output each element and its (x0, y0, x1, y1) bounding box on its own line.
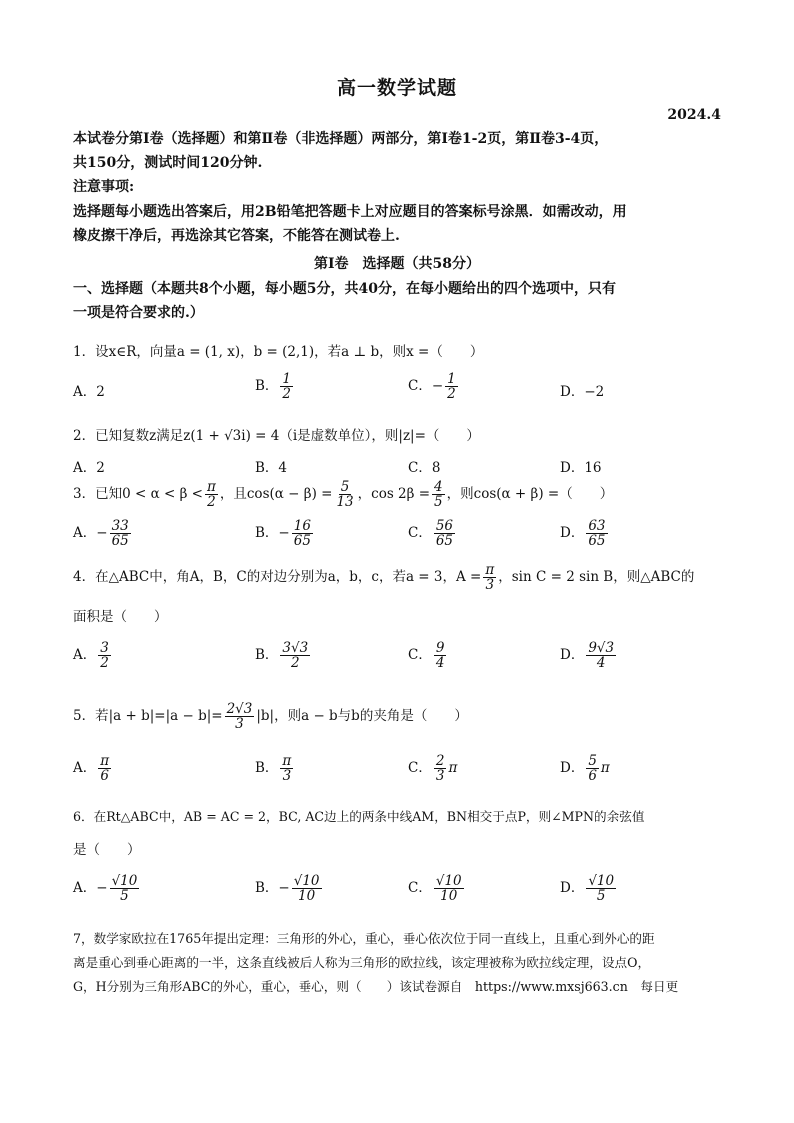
section-desc-2: 一项是符合要求的.） (73, 305, 204, 321)
q1-option-d: D．−2 (560, 384, 605, 400)
q1-option-b: B． $\frac{1}{2}$ (255, 371, 292, 403)
q5-option-c: C． $\frac{2}{3}$ π (408, 753, 458, 785)
intro-line-2: 共150分，测试时间120分钟. (73, 155, 263, 171)
q3-option-c: C． $\frac{56}{65}$ (408, 518, 454, 550)
q6-option-c: C． $\frac{√10}{10}$ (408, 873, 462, 905)
q5-option-b: B． $\frac{\pi}{3}$ (255, 753, 292, 785)
q2-option-d: D．16 (560, 460, 602, 476)
page-title: 高一数学试题 (336, 77, 457, 99)
q3-option-b: B．− $\frac{16}{65}$ (255, 518, 311, 550)
question-5-stem: 5．若|a + b|=|a − b|= $\frac{2√3}{3}$ |b|，则a − b与b的夹角是（ ） (73, 701, 468, 733)
question-3-stem: 3．已知0 < α < β < $\frac{\pi}{2}$ ，且cos(α − β) = $\frac{5}{13}$ ，cos 2β = $\frac{4}{5}$ ，则cos(α + β) =（ ） (73, 479, 614, 511)
q4-option-a: A． $\frac{3}{2}$ (73, 640, 109, 672)
q6-option-a: A．− $\frac{√10}{5}$ (73, 873, 138, 905)
question-4-stem: 4．在△ABC中，角A，B，C的对边分别为a，b，c，若a = 3，A = $\frac{\pi}{3}$ ，sin C = 2 sin B，则△ABC的 (73, 562, 695, 594)
q1-option-c: C．− $\frac{1}{2}$ (408, 371, 456, 403)
q4-option-c: C． $\frac{9}{4}$ (408, 640, 445, 672)
q2-option-b: B．4 (255, 460, 288, 476)
q1-option-a: A．2 (73, 384, 105, 400)
notice-line-1: 选择题每小题选出答案后，用2B铅笔把答题卡上对应题目的答案标号涂黑．如需改动，用 (73, 204, 627, 220)
q5-option-d: D． $\frac{5}{6}$ π (560, 753, 610, 785)
notice-label: 注意事项: (73, 179, 135, 195)
q6-option-b: B．− $\frac{√10}{10}$ (255, 873, 320, 905)
q4-option-d: D． $\frac{9√3}{4}$ (560, 640, 615, 672)
q3-option-a: A．− $\frac{33}{65}$ (73, 518, 129, 550)
question-7-line-3: G，H分别为三角形ABC的外心，重心，垂心，则（ ）该试卷源自 https://www.mxsj663.cn 每日更 (73, 979, 679, 994)
question-2-stem: 2．已知复数z满足z(1 + √3i) = 4（i是虚数单位），则|z|=（ ） (73, 428, 480, 444)
q3-option-d: D． $\frac{63}{65}$ (560, 518, 606, 550)
q2-option-a: A．2 (73, 460, 105, 476)
question-6-stem: 6．在Rt△ABC中，AB = AC = 2，BC, AC边上的两条中线AM，BN相交于点P，则∠MPN的余弦值 (73, 809, 645, 824)
question-6-stem-line-2: 是（ ） (73, 842, 141, 858)
notice-line-2: 橡皮擦干净后，再选涂其它答案，不能答在测试卷上. (73, 228, 400, 244)
question-7-line-1: 7，数学家欧拉在1765年提出定理：三角形的外心，重心，垂心依次位于同一直线上，且重心到外心的距 (73, 931, 655, 946)
q2-option-c: C．8 (408, 460, 441, 476)
question-4-stem-line-2: 面积是（ ） (73, 609, 168, 625)
section-desc-1: 一、选择题（本题共8个小题，每小题5分，共40分，在每小题给出的四个选项中，只有 (73, 281, 616, 297)
exam-date: 2024.4 (667, 107, 721, 123)
section-heading: 第Ⅰ卷 选择题（共58分） (313, 256, 481, 272)
q6-option-d: D． $\frac{√10}{5}$ (560, 873, 615, 905)
question-1-stem: 1．设x∈R，向量a = (1, x)，b = (2,1)，若a ⊥ b，则x =（ ） (73, 344, 484, 360)
q5-option-a: A． $\frac{\pi}{6}$ (73, 753, 110, 785)
intro-line-1: 本试卷分第Ⅰ卷（选择题）和第Ⅱ卷（非选择题）两部分，第Ⅰ卷1-2页，第Ⅱ卷3-4页， (73, 131, 609, 147)
question-7-line-2: 离是重心到垂心距离的一半，这条直线被后人称为三角形的欧拉线，该定理被称为欧拉线定理，设点O， (73, 955, 651, 970)
q4-option-b: B． $\frac{3√3}{2}$ (255, 640, 309, 672)
